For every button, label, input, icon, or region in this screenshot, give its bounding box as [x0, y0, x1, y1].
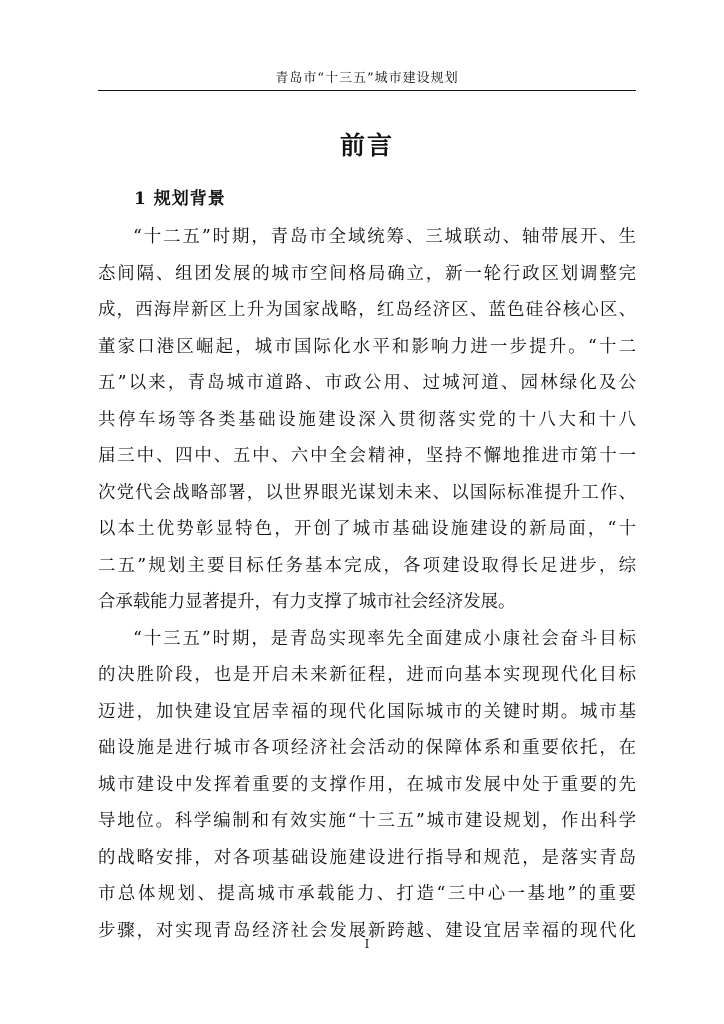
- paragraph-1: [98, 219, 636, 621]
- text-line: 态间隔、组团发展的城市空间格局确立，新一轮行政区划调整完: [98, 263, 636, 284]
- text-line: 导地位。科学编制和有效实施“十三五”城市建设规划，作出科学: [98, 811, 636, 831]
- running-header: 青岛市“十三五”城市建设规划: [275, 71, 459, 86]
- text-line: 的决胜阶段，也是开启未来新征程，进而向基本实现现代化目标: [98, 665, 636, 685]
- paragraph-2: [98, 621, 636, 950]
- body-text: [98, 219, 636, 949]
- text-line: 二五”规划主要目标任务基本完成，各项建设取得长足进步，综: [98, 555, 636, 576]
- text-line: 共停车场等各类基础设施建设深入贯彻落实党的十八大和十八: [98, 409, 636, 430]
- header-rule: [98, 90, 636, 91]
- text-line: 市总体规划、提高城市承载能力、打造“三中心一基地”的重要: [98, 884, 636, 904]
- text-line: 城市建设中发挥着重要的支撑作用，在城市发展中处于重要的先: [98, 774, 636, 795]
- text-line: 次党代会战略部署，以世界眼光谋划未来、以国际标准提升工作、: [98, 482, 636, 503]
- text-line: 成，西海岸新区上升为国家战略，红岛经济区、蓝色硅谷核心区、: [98, 300, 636, 320]
- section-heading: 1 规划背景: [134, 189, 226, 209]
- text-line: 的战略安排，对各项基础设施建设进行指导和规范，是落实青岛: [98, 847, 636, 868]
- text-line: 以本土优势彰显特色，开创了城市基础设施建设的新局面，“十: [98, 519, 636, 539]
- text-line: 合承载能力显著提升，有力支撑了城市社会经济发展。: [98, 592, 516, 612]
- text-line: “十二五”时期，青岛市全域统筹、三城联动、轴带展开、生: [133, 227, 636, 247]
- text-line: 五”以来，青岛城市道路、市政公用、过城河道、园林绿化及公: [98, 373, 636, 393]
- text-line: 董家口港区崛起，城市国际化水平和影响力进一步提升。“十二: [98, 336, 636, 357]
- text-line: 础设施是进行城市各项经济社会活动的保障体系和重要依托，在: [98, 738, 636, 758]
- page-title: 前言: [339, 131, 394, 160]
- page-number: I: [364, 937, 370, 951]
- text-line: “十三五”时期，是青岛实现率先全面建成小康社会奋斗目标: [133, 628, 636, 649]
- text-line: 届三中、四中、五中、六中全会精神，坚持不懈地推进市第十一: [98, 446, 636, 466]
- text-line: 迈进，加快建设宜居幸福的现代化国际城市的关键时期。城市基: [98, 701, 636, 722]
- text-line: 步骤，对实现青岛经济社会发展新跨越、建设宜居幸福的现代化: [98, 920, 636, 941]
